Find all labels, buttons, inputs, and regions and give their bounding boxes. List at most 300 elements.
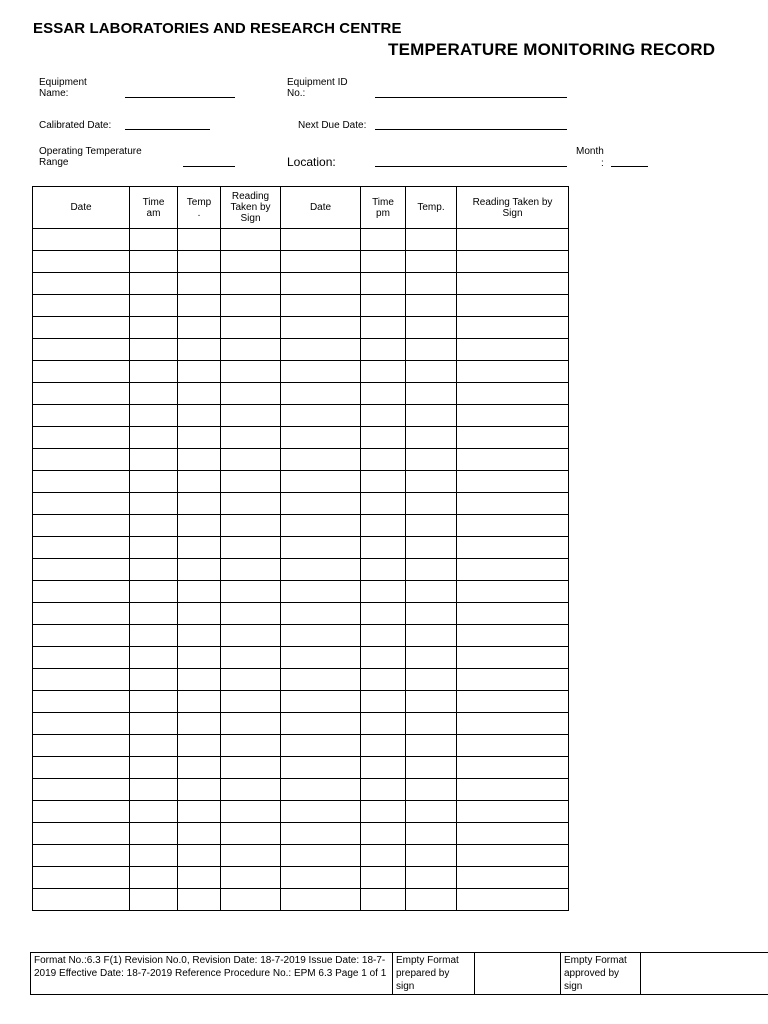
- table-row: [33, 383, 569, 405]
- table-cell[interactable]: [361, 559, 406, 581]
- table-cell[interactable]: [406, 493, 457, 515]
- table-cell[interactable]: [361, 405, 406, 427]
- table-row: [33, 713, 569, 735]
- equipment-name-line[interactable]: [125, 97, 235, 98]
- table-cell[interactable]: [130, 471, 178, 493]
- equipment-id-line[interactable]: [375, 97, 567, 98]
- table-cell[interactable]: [130, 625, 178, 647]
- table-cell[interactable]: [457, 229, 569, 251]
- table-row: [33, 339, 569, 361]
- table-cell[interactable]: [33, 581, 130, 603]
- table-cell[interactable]: [130, 229, 178, 251]
- table-cell[interactable]: [361, 515, 406, 537]
- table-cell[interactable]: [361, 317, 406, 339]
- column-header-time-am: Time am: [130, 187, 178, 229]
- table-cell[interactable]: [457, 779, 569, 801]
- table-cell[interactable]: [178, 405, 221, 427]
- table-cell[interactable]: [178, 383, 221, 405]
- table-cell[interactable]: [130, 801, 178, 823]
- table-cell[interactable]: [178, 735, 221, 757]
- table-cell[interactable]: [130, 603, 178, 625]
- table-cell[interactable]: [406, 845, 457, 867]
- table-cell[interactable]: [406, 867, 457, 889]
- column-header-time-pm: Time pm: [361, 187, 406, 229]
- table-cell[interactable]: [33, 691, 130, 713]
- table-cell[interactable]: [281, 273, 361, 295]
- table-cell[interactable]: [457, 757, 569, 779]
- table-cell[interactable]: [361, 295, 406, 317]
- table-cell[interactable]: [457, 405, 569, 427]
- table-cell[interactable]: [281, 251, 361, 273]
- table-cell[interactable]: [130, 339, 178, 361]
- table-cell[interactable]: [221, 427, 281, 449]
- table-row: [33, 581, 569, 603]
- table-cell[interactable]: [281, 427, 361, 449]
- table-cell[interactable]: [178, 493, 221, 515]
- table-cell[interactable]: [221, 691, 281, 713]
- table-cell[interactable]: [221, 229, 281, 251]
- table-cell[interactable]: [221, 383, 281, 405]
- table-cell[interactable]: [130, 515, 178, 537]
- next-due-date-line[interactable]: [375, 129, 567, 130]
- table-cell[interactable]: [221, 471, 281, 493]
- table-cell[interactable]: [33, 647, 130, 669]
- table-cell[interactable]: [130, 713, 178, 735]
- table-cell[interactable]: [130, 405, 178, 427]
- table-cell[interactable]: [130, 273, 178, 295]
- table-cell[interactable]: [221, 625, 281, 647]
- table-cell[interactable]: [178, 361, 221, 383]
- table-cell[interactable]: [406, 735, 457, 757]
- column-header-date-pm: Date: [281, 187, 361, 229]
- table-cell[interactable]: [457, 603, 569, 625]
- table-cell[interactable]: [406, 515, 457, 537]
- table-cell[interactable]: [130, 251, 178, 273]
- table-cell[interactable]: [457, 647, 569, 669]
- table-cell[interactable]: [281, 317, 361, 339]
- table-cell[interactable]: [281, 361, 361, 383]
- table-cell[interactable]: [406, 603, 457, 625]
- table-cell[interactable]: [406, 317, 457, 339]
- table-row: [33, 757, 569, 779]
- table-cell[interactable]: [406, 383, 457, 405]
- table-cell[interactable]: [457, 493, 569, 515]
- table-cell[interactable]: [457, 339, 569, 361]
- calibrated-date-line[interactable]: [125, 129, 210, 130]
- table-row: [33, 845, 569, 867]
- table-cell[interactable]: [33, 735, 130, 757]
- column-header-temp-pm: Temp.: [406, 187, 457, 229]
- table-cell[interactable]: [457, 559, 569, 581]
- table-cell[interactable]: [406, 581, 457, 603]
- table-cell[interactable]: [457, 691, 569, 713]
- table-cell[interactable]: [178, 229, 221, 251]
- table-cell[interactable]: [361, 383, 406, 405]
- table-cell[interactable]: [33, 251, 130, 273]
- table-cell[interactable]: [33, 669, 130, 691]
- table-cell[interactable]: [406, 889, 457, 911]
- table-cell[interactable]: [130, 779, 178, 801]
- table-cell[interactable]: [457, 735, 569, 757]
- operating-temperature-label: Operating Temperature Range: [39, 146, 142, 168]
- table-cell[interactable]: [178, 317, 221, 339]
- table-cell[interactable]: [178, 779, 221, 801]
- table-cell[interactable]: [178, 801, 221, 823]
- table-cell[interactable]: [130, 581, 178, 603]
- table-cell[interactable]: [457, 515, 569, 537]
- table-cell[interactable]: [178, 823, 221, 845]
- table-cell[interactable]: [361, 361, 406, 383]
- table-cell[interactable]: [406, 339, 457, 361]
- table-row: [33, 493, 569, 515]
- table-cell[interactable]: [130, 889, 178, 911]
- table-cell[interactable]: [457, 801, 569, 823]
- table-cell[interactable]: [33, 867, 130, 889]
- table-cell[interactable]: [221, 669, 281, 691]
- organization-name: ESSAR LABORATORIES AND RESEARCH CENTRE: [33, 20, 402, 37]
- table-cell[interactable]: [221, 405, 281, 427]
- table-cell[interactable]: [130, 427, 178, 449]
- table-row: [33, 251, 569, 273]
- table-cell[interactable]: [130, 361, 178, 383]
- table-cell[interactable]: [178, 603, 221, 625]
- table-cell[interactable]: [457, 867, 569, 889]
- table-cell[interactable]: [281, 383, 361, 405]
- table-cell[interactable]: [33, 339, 130, 361]
- table-cell[interactable]: [221, 493, 281, 515]
- table-cell[interactable]: [130, 559, 178, 581]
- table-cell[interactable]: [457, 295, 569, 317]
- table-cell[interactable]: [33, 361, 130, 383]
- table-row: [33, 471, 569, 493]
- table-cell[interactable]: [457, 845, 569, 867]
- table-cell[interactable]: [221, 713, 281, 735]
- table-cell[interactable]: [361, 691, 406, 713]
- table-cell[interactable]: [361, 493, 406, 515]
- table-cell[interactable]: [281, 779, 361, 801]
- table-cell[interactable]: [457, 427, 569, 449]
- footer-row: [31, 953, 768, 995]
- table-cell[interactable]: [361, 779, 406, 801]
- table-cell[interactable]: [178, 295, 221, 317]
- table-cell[interactable]: [178, 691, 221, 713]
- table-cell[interactable]: [178, 471, 221, 493]
- table-cell[interactable]: [281, 713, 361, 735]
- table-row: [33, 735, 569, 757]
- table-cell[interactable]: [281, 669, 361, 691]
- table-cell[interactable]: [178, 537, 221, 559]
- table-cell[interactable]: [33, 471, 130, 493]
- table-cell[interactable]: [457, 471, 569, 493]
- table-row: [33, 559, 569, 581]
- footer-table: [30, 952, 768, 995]
- table-cell[interactable]: [361, 603, 406, 625]
- table-cell[interactable]: [221, 757, 281, 779]
- table-cell[interactable]: [361, 449, 406, 471]
- table-cell[interactable]: [406, 647, 457, 669]
- table-cell[interactable]: [361, 427, 406, 449]
- table-cell[interactable]: [178, 647, 221, 669]
- table-cell[interactable]: [406, 559, 457, 581]
- table-cell[interactable]: [281, 823, 361, 845]
- table-cell[interactable]: [221, 845, 281, 867]
- table-cell[interactable]: [221, 867, 281, 889]
- table-cell[interactable]: [221, 273, 281, 295]
- table-cell[interactable]: [130, 647, 178, 669]
- table-cell[interactable]: [281, 537, 361, 559]
- temperature-log-table: [32, 186, 569, 911]
- table-cell[interactable]: [281, 845, 361, 867]
- table-cell[interactable]: [221, 251, 281, 273]
- table-cell[interactable]: [361, 229, 406, 251]
- table-cell[interactable]: [33, 889, 130, 911]
- table-cell[interactable]: [457, 383, 569, 405]
- table-cell[interactable]: [33, 449, 130, 471]
- table-cell[interactable]: [361, 537, 406, 559]
- table-cell[interactable]: [130, 537, 178, 559]
- table-cell[interactable]: [33, 559, 130, 581]
- table-cell[interactable]: [33, 757, 130, 779]
- table-cell[interactable]: [406, 625, 457, 647]
- table-cell[interactable]: [406, 361, 457, 383]
- table-cell[interactable]: [406, 273, 457, 295]
- equipment-name-label: Equipment Name:: [39, 77, 87, 99]
- table-cell[interactable]: [221, 823, 281, 845]
- table-cell[interactable]: [457, 251, 569, 273]
- table-cell[interactable]: [221, 647, 281, 669]
- table-cell[interactable]: [281, 515, 361, 537]
- table-cell[interactable]: [457, 625, 569, 647]
- table-cell[interactable]: [361, 471, 406, 493]
- table-cell[interactable]: [178, 669, 221, 691]
- table-cell[interactable]: [178, 449, 221, 471]
- table-cell[interactable]: [457, 449, 569, 471]
- table-cell[interactable]: [281, 559, 361, 581]
- operating-temperature-line[interactable]: [183, 166, 235, 167]
- approved-by-sign-cell[interactable]: [641, 953, 768, 995]
- table-cell[interactable]: [221, 603, 281, 625]
- table-cell[interactable]: [33, 845, 130, 867]
- table-cell[interactable]: [221, 801, 281, 823]
- table-row: [33, 273, 569, 295]
- table-cell[interactable]: [33, 537, 130, 559]
- table-cell[interactable]: [33, 603, 130, 625]
- table-cell[interactable]: [406, 691, 457, 713]
- table-cell[interactable]: [361, 273, 406, 295]
- table-cell[interactable]: [221, 581, 281, 603]
- table-cell[interactable]: [221, 449, 281, 471]
- table-row: [33, 801, 569, 823]
- table-cell[interactable]: [178, 273, 221, 295]
- table-cell[interactable]: [361, 647, 406, 669]
- table-cell[interactable]: [33, 295, 130, 317]
- table-cell[interactable]: [406, 427, 457, 449]
- table-cell[interactable]: [281, 581, 361, 603]
- table-row: [33, 405, 569, 427]
- table-cell[interactable]: [178, 339, 221, 361]
- table-cell[interactable]: [178, 867, 221, 889]
- table-cell[interactable]: [281, 691, 361, 713]
- table-cell[interactable]: [33, 427, 130, 449]
- document-title: TEMPERATURE MONITORING RECORD: [388, 40, 716, 59]
- equipment-id-label: Equipment ID No.:: [287, 77, 348, 99]
- table-cell[interactable]: [406, 669, 457, 691]
- table-cell[interactable]: [281, 625, 361, 647]
- table-cell[interactable]: [221, 889, 281, 911]
- table-cell[interactable]: [130, 449, 178, 471]
- table-row: [33, 779, 569, 801]
- table-cell[interactable]: [130, 493, 178, 515]
- table-cell[interactable]: [281, 471, 361, 493]
- table-cell[interactable]: [406, 537, 457, 559]
- month-line[interactable]: [611, 166, 648, 167]
- table-cell[interactable]: [33, 229, 130, 251]
- table-cell[interactable]: [33, 625, 130, 647]
- table-cell[interactable]: [33, 779, 130, 801]
- table-cell[interactable]: [130, 735, 178, 757]
- table-cell[interactable]: [406, 229, 457, 251]
- table-row: [33, 515, 569, 537]
- table-cell[interactable]: [281, 449, 361, 471]
- table-cell[interactable]: [406, 449, 457, 471]
- table-cell[interactable]: [178, 845, 221, 867]
- column-header-temp-am: Temp .: [178, 187, 221, 229]
- table-cell[interactable]: [130, 295, 178, 317]
- table-cell[interactable]: [178, 427, 221, 449]
- table-cell[interactable]: [361, 339, 406, 361]
- table-cell[interactable]: [281, 339, 361, 361]
- table-cell[interactable]: [281, 757, 361, 779]
- table-cell[interactable]: [178, 581, 221, 603]
- table-cell[interactable]: [33, 823, 130, 845]
- table-row: [33, 669, 569, 691]
- table-cell[interactable]: [361, 823, 406, 845]
- table-cell[interactable]: [361, 801, 406, 823]
- table-cell[interactable]: [281, 889, 361, 911]
- table-cell[interactable]: [406, 405, 457, 427]
- table-cell[interactable]: [130, 757, 178, 779]
- location-line[interactable]: [375, 166, 567, 167]
- table-cell[interactable]: [33, 383, 130, 405]
- table-cell[interactable]: [406, 295, 457, 317]
- next-due-date-label: Next Due Date:: [298, 120, 367, 131]
- table-cell[interactable]: [281, 603, 361, 625]
- table-cell[interactable]: [178, 515, 221, 537]
- table-cell[interactable]: [178, 251, 221, 273]
- table-cell[interactable]: [361, 251, 406, 273]
- table-cell[interactable]: [33, 515, 130, 537]
- table-cell[interactable]: [457, 823, 569, 845]
- month-colon: :: [601, 158, 604, 169]
- table-cell[interactable]: [33, 317, 130, 339]
- table-cell[interactable]: [457, 317, 569, 339]
- table-cell[interactable]: [33, 713, 130, 735]
- table-cell[interactable]: [361, 669, 406, 691]
- table-cell[interactable]: [33, 493, 130, 515]
- table-cell[interactable]: [130, 691, 178, 713]
- table-cell[interactable]: [406, 779, 457, 801]
- table-cell[interactable]: [130, 669, 178, 691]
- table-cell[interactable]: [178, 757, 221, 779]
- column-header-reading-sign-pm: Reading Taken by Sign: [457, 187, 569, 229]
- table-cell[interactable]: [281, 735, 361, 757]
- table-cell[interactable]: [361, 889, 406, 911]
- table-cell[interactable]: [221, 537, 281, 559]
- table-cell[interactable]: [281, 405, 361, 427]
- table-cell[interactable]: [221, 361, 281, 383]
- table-cell[interactable]: [281, 229, 361, 251]
- table-row: [33, 889, 569, 911]
- table-cell[interactable]: [361, 757, 406, 779]
- table-cell[interactable]: [361, 845, 406, 867]
- table-cell[interactable]: [221, 339, 281, 361]
- column-header-date-am: Date: [33, 187, 130, 229]
- table-cell[interactable]: [281, 801, 361, 823]
- table-cell[interactable]: [457, 581, 569, 603]
- location-label: Location:: [287, 155, 336, 169]
- table-row: [33, 295, 569, 317]
- table-cell[interactable]: [178, 559, 221, 581]
- table-cell[interactable]: [33, 801, 130, 823]
- prepared-by-sign-cell[interactable]: [475, 953, 561, 995]
- table-cell[interactable]: [221, 735, 281, 757]
- table-cell[interactable]: [457, 273, 569, 295]
- table-row: [33, 603, 569, 625]
- table-cell[interactable]: [33, 405, 130, 427]
- table-cell[interactable]: [406, 801, 457, 823]
- table-cell[interactable]: [457, 713, 569, 735]
- table-cell[interactable]: [130, 867, 178, 889]
- table-cell[interactable]: [361, 625, 406, 647]
- table-cell[interactable]: [361, 713, 406, 735]
- table-cell[interactable]: [457, 537, 569, 559]
- table-cell[interactable]: [221, 295, 281, 317]
- table-cell[interactable]: [361, 581, 406, 603]
- table-cell[interactable]: [406, 757, 457, 779]
- table-cell[interactable]: [281, 295, 361, 317]
- table-cell[interactable]: [221, 515, 281, 537]
- table-cell[interactable]: [281, 493, 361, 515]
- table-cell[interactable]: [406, 471, 457, 493]
- table-cell[interactable]: [406, 251, 457, 273]
- table-cell[interactable]: [221, 317, 281, 339]
- table-cell[interactable]: [130, 845, 178, 867]
- table-body: [33, 229, 569, 911]
- table-row: [33, 229, 569, 251]
- table-cell[interactable]: [457, 889, 569, 911]
- table-cell[interactable]: [361, 735, 406, 757]
- table-cell[interactable]: [406, 713, 457, 735]
- table-cell[interactable]: [221, 779, 281, 801]
- approved-by-label: Empty Format approved by sign: [561, 953, 641, 995]
- column-header-reading-sign-am: Reading Taken by Sign: [221, 187, 281, 229]
- table-cell[interactable]: [221, 559, 281, 581]
- table-cell[interactable]: [281, 867, 361, 889]
- table-cell[interactable]: [361, 867, 406, 889]
- table-cell[interactable]: [457, 669, 569, 691]
- table-cell[interactable]: [130, 383, 178, 405]
- table-cell[interactable]: [130, 317, 178, 339]
- table-cell[interactable]: [130, 823, 178, 845]
- table-cell[interactable]: [281, 647, 361, 669]
- table-cell[interactable]: [178, 625, 221, 647]
- table-cell[interactable]: [406, 823, 457, 845]
- table-row: [33, 361, 569, 383]
- table-cell[interactable]: [178, 889, 221, 911]
- table-cell[interactable]: [457, 361, 569, 383]
- table-cell[interactable]: [178, 713, 221, 735]
- table-cell[interactable]: [33, 273, 130, 295]
